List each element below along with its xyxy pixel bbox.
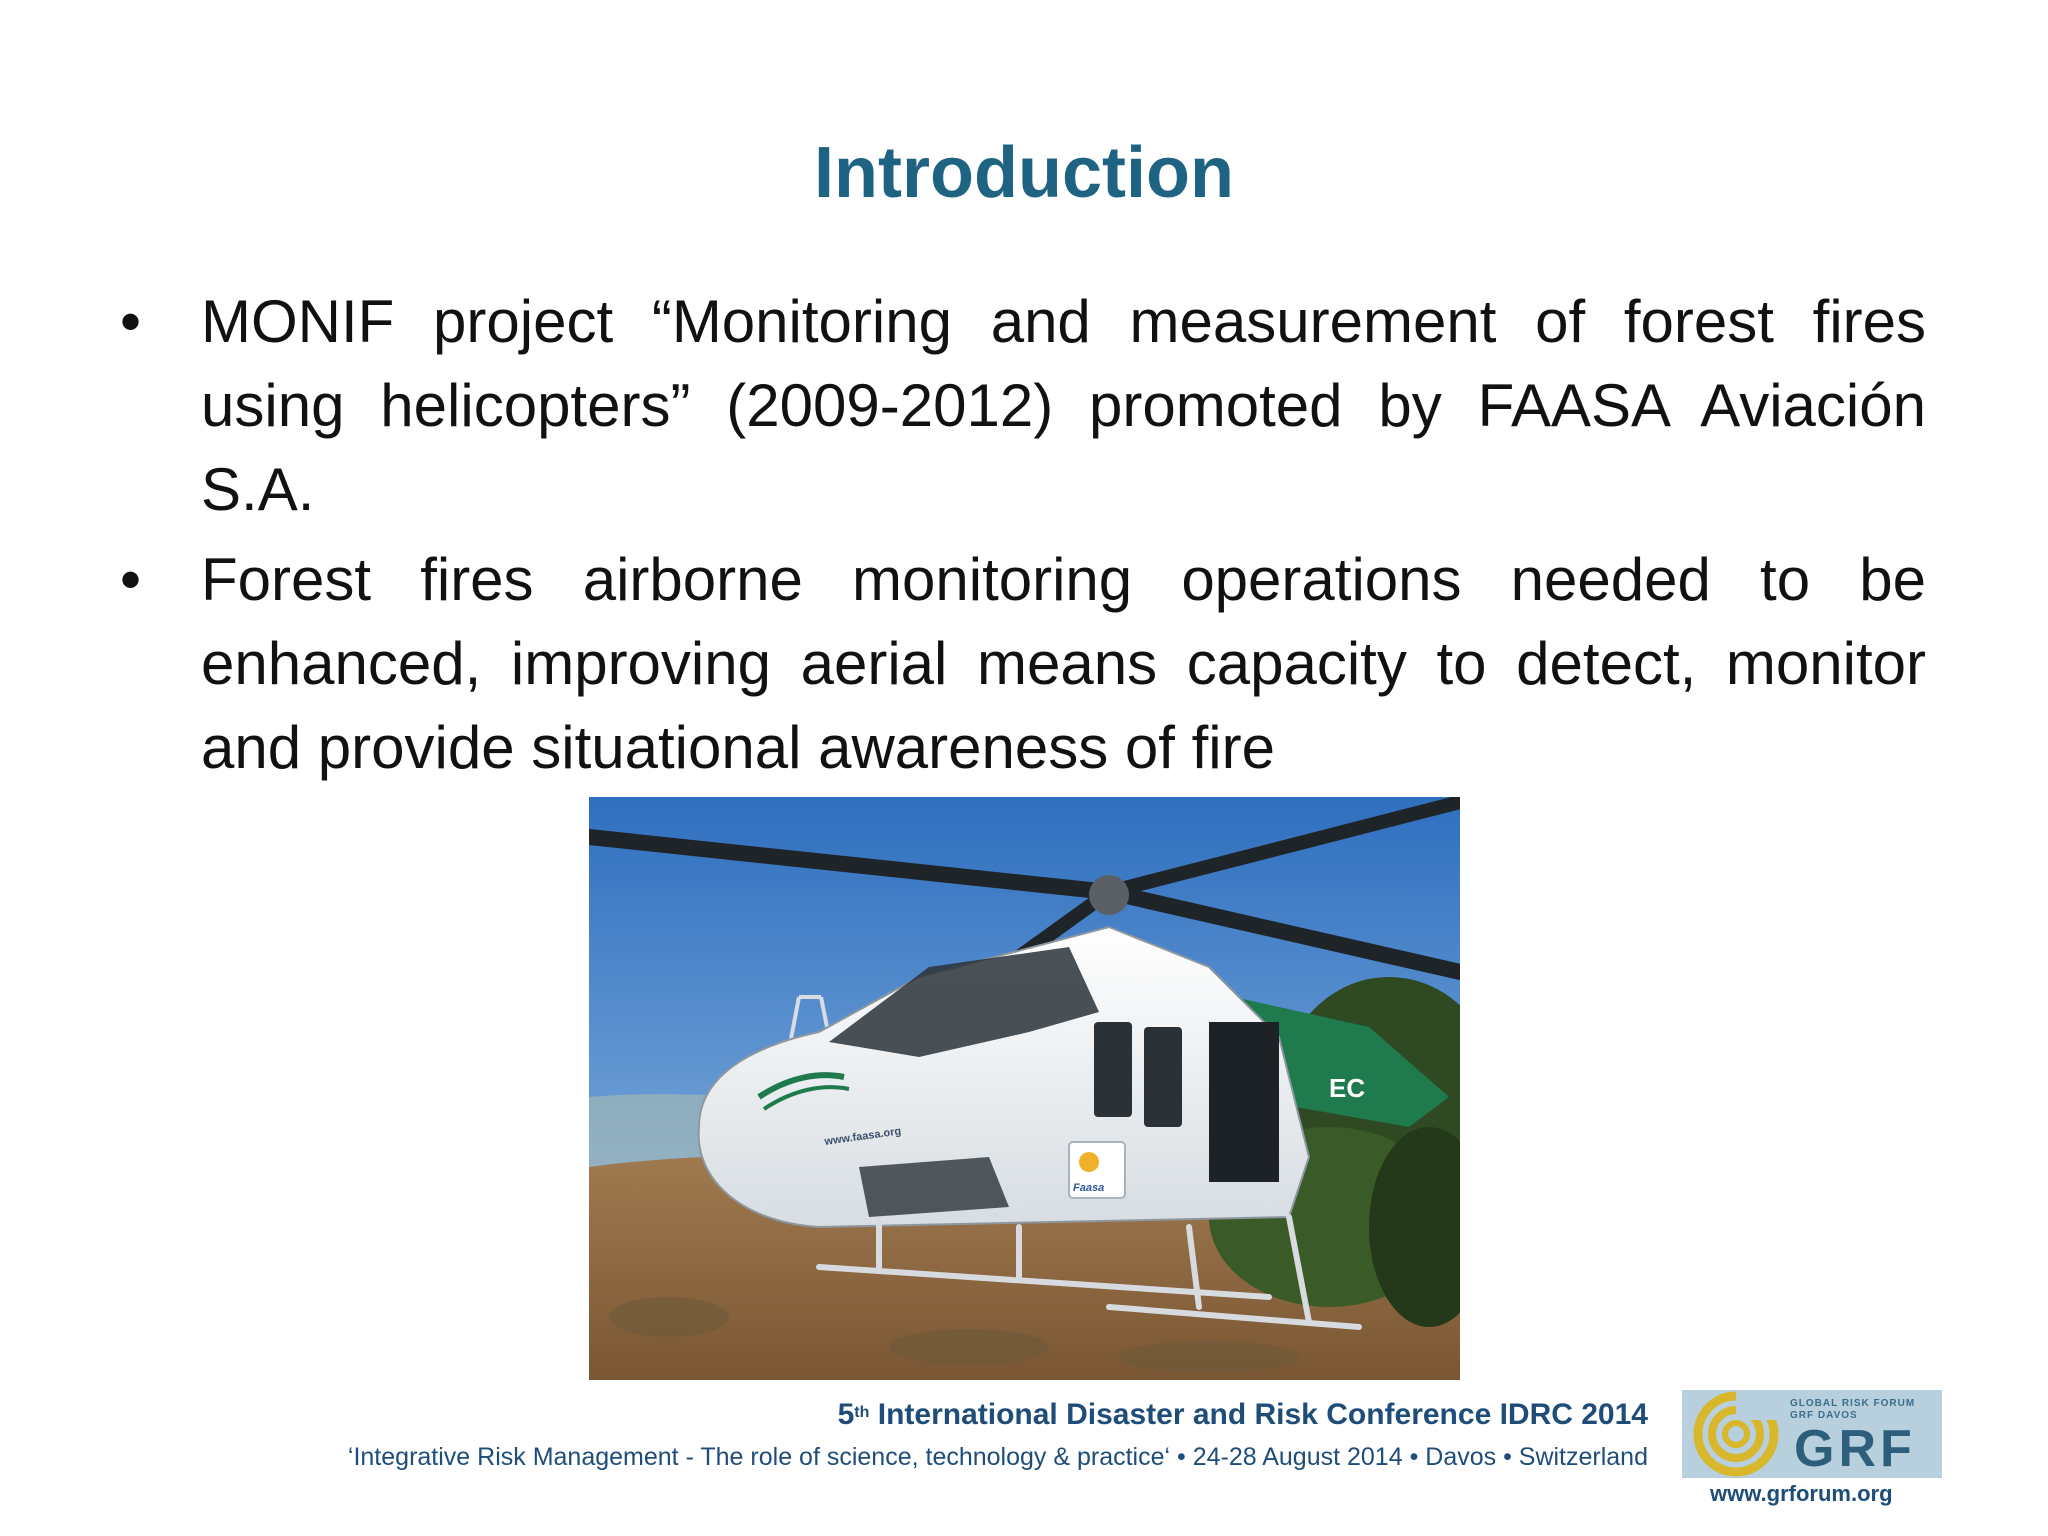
conference-ordinal-suffix: th bbox=[854, 1404, 870, 1421]
fuselage-url: www.faasa.org bbox=[823, 1125, 902, 1148]
helicopter-photo bbox=[589, 797, 1460, 1380]
side-window bbox=[1144, 1027, 1182, 1127]
bullet-text: MONIF project “Monitoring and measurement of forest fires using helicopters” (2009-2012) promoted by FAASA Aviación S.A. bbox=[201, 288, 1926, 523]
logo-subtitle-line: GRF DAVOS bbox=[1790, 1410, 1858, 1421]
logo-url-link[interactable]: www.grforum.org bbox=[1710, 1481, 1893, 1506]
bullet-text: Forest fires airborne monitoring operations needed to be enhanced, improving aerial means capacity to detect, monitor and provide situational awareness of fire bbox=[201, 546, 1926, 781]
grf-logo bbox=[1682, 1390, 1942, 1478]
chin-window bbox=[859, 1157, 1009, 1217]
conference-name: International Disaster and Risk Conference IDRC 2014 bbox=[869, 1398, 1648, 1431]
bullet-symbol: • bbox=[120, 546, 142, 613]
conference-tagline: ‘Integrative Risk Management - The role of science, technology & practice‘ • 24-28 August 2014 • Davos • Switzerland bbox=[347, 1443, 1648, 1471]
slide-title: Introduction bbox=[814, 133, 1234, 213]
bullet-symbol: • bbox=[120, 288, 142, 355]
logo-subtitle bbox=[1790, 1398, 1940, 1422]
badge-sun bbox=[1079, 1152, 1099, 1172]
side-window bbox=[1094, 1022, 1132, 1117]
open-door bbox=[1209, 1022, 1279, 1182]
logo-wordmark: GRF bbox=[1794, 1420, 1916, 1478]
bullet-list bbox=[120, 280, 1926, 796]
logo-subtitle-line: GLOBAL RISK FORUM bbox=[1790, 1398, 1916, 1409]
conference-title bbox=[838, 1395, 1648, 1435]
rotor-hub bbox=[1089, 875, 1129, 915]
badge-text: Faasa bbox=[1073, 1182, 1105, 1194]
helicopter-illustration bbox=[589, 797, 1460, 1380]
bullet-item bbox=[120, 280, 1926, 532]
grf-ring-icon bbox=[1686, 1390, 1786, 1478]
conference-ordinal: 5 bbox=[837, 1398, 855, 1431]
bullet-item bbox=[120, 538, 1926, 790]
tail-registration: EC bbox=[1329, 1073, 1366, 1103]
